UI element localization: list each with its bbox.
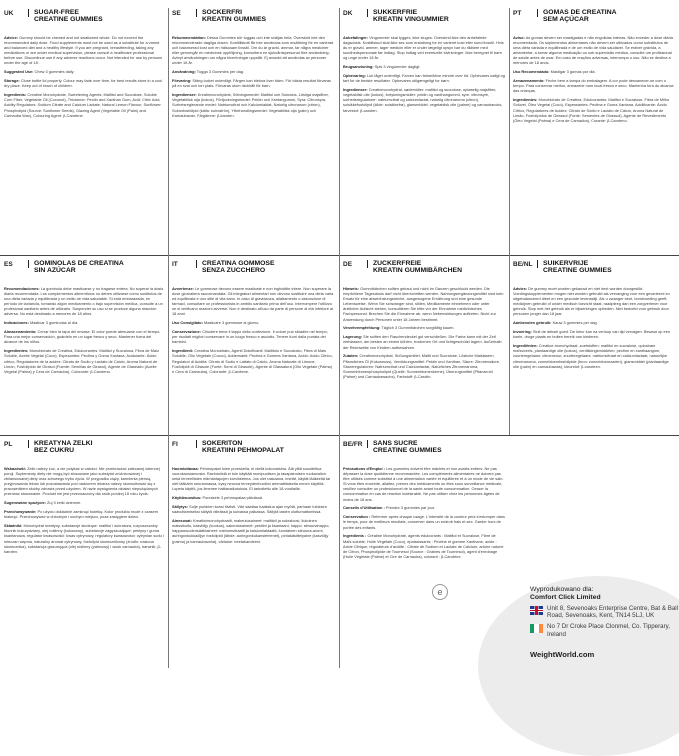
section-text: Créatine Monohydrate, agents édulcorants : Maltitol et Sucralose, Fibre de Maïs soluble, Huile Végétale (Coco), épaississants : Pectine et gomme Xanthane, acide : Acide Citrique, régulateurs d'acidité : Citrate de Sodium et Lactate de Calcium, arôme naturel de Citron, Phospholipide de Tournesol (Source : Graines de Tournesol), agent d'enrobage (Huile Végétale (Palme) et Cire de Carnauba), colorant : β-Carotène.: [343, 533, 504, 559]
product-title-line: SUIKERVRIJE: [543, 260, 589, 267]
section-heading: Ingredienser:: [343, 87, 368, 93]
panel-header: [343, 260, 505, 282]
label-paragraph: [172, 286, 334, 317]
label-paragraph: [4, 320, 164, 325]
section-text: Monohidrato de Creatina, Edulcorantes: Maltitol e Sucralose, Fibra de Milho Solúvel, Óleo Vegetal (Coco), Espessantes: Pectina e Goma Xantana, Acidificante: Ácido Cítrico, Reguladores de Acidez: Citrato de Sódio e Lactato de Cálcio, Aroma Natural de Limão, Fosfolípidos de Girassol (Fonte: Sementes de Girassol), Agente de Revestimento (Óleo Vegetal (Palma) e Cera de Carnaúba), Corante: β-Caroteno.: [513, 97, 670, 123]
label-paragraph: [513, 286, 675, 317]
section-text: Kreatinmonohydrat, Sötningsmedel: Maltitol och Sukralos, Lösliga majsfiber, Vegetabilisk olja (kokos), Förtjockningsmedel: Pektin och Xantangummi, Syra: Citronsyra, Surhetsreglerande medel: Natriumcitrat och Kalciumlaktat, Naturlig citronarom (citron), Solrosfosfolipid (källa: solrosfrön), Ytbehandlingsmedel: Vegetabilisk olja (palm) och Karnaubavax, Färgämne: β-karoten.: [172, 92, 329, 118]
column-divider-1: [168, 8, 169, 668]
label-paragraph: [172, 348, 334, 373]
product-title: [368, 260, 462, 275]
language-code: ES: [4, 260, 29, 268]
label-paragraph: [172, 35, 334, 66]
panel-de: [343, 260, 505, 432]
label-paragraph: [172, 78, 334, 88]
section-text: Creatinmonohydrat, Süßungsmittel: Maltit und Sucralose, Lösliche Maisfasern, Pflanzliches Öl (Kokosnuss), Verdickungsmittel: Pektin und Xanthan, Säure: Zitronensäure, Säureregulatoren: Natriumcitrat und Calciumlactat, Natürliches Zitronenaroma, Sonnenblumenphospholipid (Quelle: Sonnenblumenkerne), Überzugsmittel (Pflanzenöl (Palme) und Carnaubawachs), Farbstoff: β-Carotin.: [343, 353, 501, 379]
column-divider-2: [339, 8, 340, 668]
panel-body: [513, 286, 675, 369]
label-paragraph: [343, 466, 505, 502]
panel-header: [172, 9, 334, 31]
product-title: [197, 260, 275, 275]
product-title: [197, 9, 266, 24]
product-title: [29, 260, 124, 275]
label-paragraph: [513, 69, 675, 74]
section-text: Monohydrat kreatyny, substancje słodzące: maltitol i sukraloza, rozpuszczalny błonnik kukurydziany, olej roślinny (kokosowy), substancje zagęszczające: pektyny i guma ksantanowa, regulator kwasowości: kwas cytrynowy, regulatory kwasowości: cytrynian sodu i mleczan wapnia, naturalny aromat cytrynowy, fosfolipid słonecznikowy (źródło: nasiona słonecznika), substancja glazurująca (olej roślinny (palmowy) i wosk carnauba), barwnik: β-karoten.: [4, 523, 164, 554]
label-paragraph: [4, 509, 164, 519]
product-title-line: GOMAS DE CREATINA: [543, 9, 617, 16]
section-text: Pureskele 3 pehmopalaa päivässä.: [201, 495, 264, 501]
panel-dk: [343, 9, 505, 253]
product-title-line: SOCKERFRI: [202, 9, 243, 16]
section-heading: Suggested Use:: [4, 69, 34, 75]
language-code: PT: [513, 9, 538, 17]
panel-header: [4, 260, 164, 282]
panel-header: [343, 9, 505, 31]
label-paragraph: [172, 320, 334, 325]
product-title-line: SUGAR-FREE: [34, 9, 79, 16]
label-paragraph: [343, 73, 505, 83]
label-paragraph: [343, 533, 505, 558]
section-heading: Storage:: [4, 78, 20, 84]
section-text: Masticare 3 gommose al giorno.: [202, 320, 260, 326]
label-paragraph: [172, 92, 334, 117]
section-heading: Aanbevolen gebruik:: [513, 320, 552, 326]
label-paragraph: [343, 35, 505, 60]
product-title-line: SENZA ZUCCHERO: [202, 267, 266, 275]
section-heading: Ingredientes:: [513, 97, 538, 103]
section-heading: Lagerung:: [343, 334, 363, 340]
product-title-line: GOMINOLAS DE CREATINA: [34, 260, 124, 267]
section-text: Monohidrato de Creatina, Edulcorantes: Maltitol y Sucralosa, Fibra de Maíz Soluble, Aceite Vegetal (Coco), Espesantes: Pectina y Goma Xantana, Acidulante: Ácido cítrico, Reguladores de la acidez: Citrato de Sodio y Lactato de Calcio, Aroma Natural de Limón, Fosfolípido de Girasol (Fuente: Semillas de Girasol), Agente de Glaseado (Aceite Vegetal (Palma) y Cera de Carnauba), Colorante: β-Caroteno.: [4, 348, 160, 374]
label-paragraph: [513, 78, 675, 93]
language-code: DK: [343, 9, 368, 17]
product-title-line: CREATINA GOMMOSE: [202, 260, 275, 267]
section-text: Creatinmonohydrat, sødemidler: maltitol og sucralose, opløselig majsfiber, vegetabilsk olie (kokos), fortykningsmidler: pektin og xanthangummi, syre: citronsyre, surhedsregulatorer: natriumcitrat og calciumlactat, naturlig citronaroma (citron), solsikkefosfolipid (kilde: solsikkefrø), glansmiddel: vegetabilsk olie (palme) og carnaubavoks, farvestof: β-caroten.: [343, 87, 503, 113]
label-paragraph: [4, 500, 164, 505]
section-text: Po użyciu dokładnie zamknąć butelkę. Kolor produktu może z czasem blaknąć. Przechowywać w chłodnym i suchym miejscu, poza zasięgiem dzieci.: [4, 509, 158, 520]
section-heading: Verzehrempfehlung:: [343, 325, 381, 331]
column-divider-3: [509, 8, 510, 435]
section-text: Le gommose devono essere masticate e non inghiottite intere. Non superare la dose giornaliera raccomandata. Gli integratori alimentari non devono sostituire una dieta varia ed equilibrata e uno stile di vita sano. In caso di gravidanza, allattamento o assunzione di farmaci, consultare un professionista in ambito sanitario prima dell'uso. Interrompere l'utilizzo se si verificano reazioni avverse. Non è destinato all'uso da parte di persone di età inferiore ai 18 anni.: [172, 286, 334, 317]
panel-body: [172, 286, 334, 374]
section-heading: Ingrédients :: [343, 533, 367, 539]
section-text: Chew 3 gummies daily.: [33, 69, 75, 75]
product-title-line: KREATYNA ŻELKI: [34, 440, 93, 447]
label-paragraph: [4, 466, 164, 497]
label-paragraph: [343, 334, 505, 349]
section-text: Gummy should be chewed and not swallowed whole. Do not exceed the recommended daily dose. Food supplements must not be used as a substitute for a varied and balanced diet and a healthy lifestyle. If you are pregnant, breastfeeding, taking any medications or are under medical supervision, please consult a healthcare professional before use. Discontinue use if any adverse reactions occur. Not intended for use by persons under the age of 18.: [4, 35, 163, 66]
product-title-line: SEM AÇÚCAR: [543, 16, 589, 24]
ireland-flag-icon: [530, 624, 543, 633]
section-heading: Przechowywanie:: [4, 509, 37, 515]
section-text: Mastigar 3 gomas por dia.: [549, 69, 596, 75]
language-code: UK: [4, 9, 29, 17]
section-text: Creatine Monohydrate, Sweetening Agents: Maltitol and Sucralose, Soluble Corn Fiber, Vegetable Oil (Coconut), Thickener: Pectin and Xanthan Gum, Acid: Citric Acid, Acidity Regulators: Sodium Citrate and Calcium Lactate, Natural Lemon Flavour, Sunflower Phospholipid (Source: Sunflower Seeds), Glazing Agent (Vegetable Oil (Palm) and Carnauba Wax), Colouring Agent: β-Carotene.: [4, 92, 161, 118]
section-heading: Ingredienser:: [172, 92, 197, 98]
panel-header: [4, 9, 164, 31]
label-paragraph: [172, 495, 334, 500]
product-title: [538, 260, 612, 275]
section-heading: Rekommendation:: [172, 35, 206, 40]
section-heading: Användning:: [172, 69, 196, 75]
section-text: Stäng locket ordentligt. Färgen kan blekna över tiden. För bästa resultat förvaras på en sval och torr plats. Förvaras utom räckhåll för barn.: [172, 78, 331, 89]
section-text: De gummy moet worden gekauwd en niet heel worden doorgeslikt. Voedingssupplementen mogen niet worden gebruikt als vervanging voor een gevarieerd en uitgebalanceerd dieet en een gezonde levensstijl. Als u zwanger bent, borstvoeding geeft, medicijnen gebruikt of onder medisch toezicht staat, raadpleeg dan een zorgverlener voor gebruik. Stop met het gebruik als er bijwerkingen optreden. Niet bedoeld voor gebruik door personen jonger dan 18 jaar.: [513, 286, 670, 317]
panel-be-nl: [513, 260, 675, 432]
section-heading: Sugerowane spożycie:: [4, 500, 46, 506]
language-code: IT: [172, 260, 197, 268]
label-paragraph: [4, 92, 164, 117]
ie-address: No 7 Dr Croke Place Clonmel, Co. Tipperary, Ireland: [547, 623, 670, 638]
product-title: [29, 9, 103, 24]
section-heading: Huomioitavaa:: [172, 466, 199, 471]
label-paragraph: [172, 518, 334, 543]
section-heading: Wskazówki:: [4, 466, 27, 471]
product-title-line: ZUCKERFREIE: [373, 260, 422, 267]
section-heading: Uso Recomendado:: [513, 69, 550, 75]
panel-it: [172, 260, 334, 432]
label-paragraph: [4, 523, 164, 554]
product-title: [29, 440, 93, 455]
section-heading: Avvertenze:: [172, 286, 194, 291]
label-paragraph: [343, 286, 505, 322]
section-heading: Förvaring:: [172, 78, 192, 84]
language-code: BE/FR: [343, 440, 368, 448]
section-heading: Käyttösuositus:: [172, 495, 202, 501]
panel-body: [343, 35, 505, 113]
panel-header: [343, 440, 505, 462]
manufacturer-company: Comfort Click Limited: [530, 594, 601, 601]
section-heading: Anbefalinger:: [343, 35, 369, 40]
section-heading: Ingredientes:: [4, 348, 29, 354]
section-heading: Ingredients:: [4, 92, 27, 98]
label-paragraph: [343, 64, 505, 69]
label-paragraph: [513, 320, 675, 325]
section-heading: Ingredienti:: [172, 348, 194, 354]
label-paragraph: [4, 286, 164, 317]
section-text: Creatina Monoidrato, Agenti Dolcificanti: Maltitolo e Sucralosio, Fibra di Mais Solubile, Olio Vegetale (Cocco), Addensanti: Pectina e Gomma Xantana, Acido: Acido Citrico, Regolatori di Acidità: Citrato di Sodio e Lattato di Calcio, Aroma Naturale di Limone, Fosfolipidi di Girasole (Fonte: Semi di Girasole), Agente di Glassatura (Olio Vegetale (Palma) e Cera di Carnauba), Colorante: β-Carotene.: [172, 348, 333, 374]
section-text: Vingummier skal tygges, ikke sluges. Overskrid ikke den anbefalede dagsdosis. Kosttilskud skal ikke ses som erstatning for en varieret kost eller sund livsstil. Hvis du er gravid, ammer, tager medicin eller er under lægeligt opsyn bør du rådføre med sundhedspersonale før indtag. Stop indtag ved eventuelle bivirkninger. Ikke beregnet til børn og unge under 18 år.: [343, 35, 504, 61]
section-text: Kauw 3 gummies per dag.: [551, 320, 598, 326]
section-text: Sluit de deksel goed. De kleur kan na verloop van tijd vervagen. Bewaar op een koele, droge plaats en buiten bereik van kinderen.: [513, 329, 671, 340]
label-paragraph: [343, 325, 505, 330]
section-text: Cerrar bien la tapa del envase. El color puede atenuarse con el tiempo. Para una mejor conservación, guárdelo en un lugar fresco y seco. Mantener fuera del alcance de los niños.: [4, 329, 161, 345]
section-text: Täglich 3 Gummibärchen sorgfältig kauen.: [380, 325, 455, 331]
panel-header: [4, 440, 164, 462]
section-heading: Recomendaciones:: [4, 286, 40, 291]
label-paragraph: [4, 35, 164, 66]
section-heading: Conseils d'Utilisation :: [343, 505, 385, 511]
section-heading: Précautions d'Emploi :: [343, 466, 385, 471]
panel-body: [343, 466, 505, 559]
estimated-quantity-e-mark: e: [432, 584, 448, 600]
section-text: Luk låget ordentligt. Farven kan falme/blive mindre over tid. Opbevares køligt og tørt for de bedste resultater. Opbevares utilgængeligt for børn.: [343, 73, 505, 84]
section-heading: Składniki:: [4, 523, 23, 529]
product-title: [538, 9, 617, 24]
label-paragraph: [343, 87, 505, 112]
panel-body: [4, 466, 164, 554]
product-title-line: SIN AZÚCAR: [34, 267, 76, 275]
label-paragraph: [4, 69, 164, 74]
section-text: Chiudere bene il tappo della confezione. Il colore può sbiadire nel tempo; per risultati migliori conservare in un luogo fresco e asciutto. Tenere fuori dalla portata dei bambini.: [172, 329, 328, 345]
section-heading: Advice:: [4, 35, 19, 40]
label-paragraph: [343, 514, 505, 529]
section-text: Creatine-monohydraat, zoetstoffen: maltitol en sucralose, oplosbare maïsvezels, plantaardige olie (kokos), verdikkingsmiddelen: pectine en xanthaangom, zuurteregelaars: citroenzuur, zuurteregelaars: natriumcitraat en calciumlactaat, natuurlijke citroenaroma, zonnebloemfosfolipide (bron: zonnebloemzaden), glansmiddel (plantaardige olie (palm) en carnaubawas), kleurstof: β-caroteen.: [513, 343, 669, 369]
label-paragraph: [172, 504, 334, 514]
panel-header: [172, 440, 334, 462]
section-text: Spis 3 vingummier dagligt.: [373, 64, 421, 70]
product-title-line: SANS SUCRE: [373, 440, 418, 447]
product-title-line: CREATINE GUMMIES: [373, 447, 442, 455]
panel-header: [513, 260, 675, 282]
section-heading: Ainesosat:: [172, 518, 192, 524]
panel-pl: [4, 440, 164, 672]
language-code: SE: [172, 9, 197, 17]
language-code: DE: [343, 260, 368, 268]
section-text: Gummibärchen sollten gekaut und nicht im Ganzen geschluckt werden. Die empfohlene Tagesdosis darf nicht überschritten werden. Nahrungsergänzungsmittel sind kein Ersatz für eine abwechslungsreiche, ausgewogene Ernährung und eine gesunde Lebensweise. Wenn Sie schwanger sind, stillen, Medikamente einnehmen oder unter ärztlicher Aufsicht stehen, konsultieren Sie bitte vor der Einnahme medizinisches Fachpersonal. Brechen Sie die Einnahme ab, wenn Nebenwirkungen auftreten. Nicht zur Anwendung durch Personen unter 18 Jahren bestimmt.: [343, 286, 504, 322]
section-heading: Conservation :: [343, 514, 371, 520]
section-text: Feche bem a tampa do embalagem. A cor pode desvanecer-se com o tempo. Para conservar melhor, armazene num local fresco e seco. Mantenha fora do alcance das crianças.: [513, 78, 674, 94]
section-heading: Opbevaring:: [343, 73, 366, 79]
panel-body: [343, 286, 505, 379]
panel-uk: [4, 9, 164, 253]
language-code: BE/NL: [513, 260, 538, 268]
panel-body: [172, 35, 334, 118]
manufacturer-block: [530, 586, 679, 638]
product-title-line: SUKKERFRIE: [373, 9, 418, 16]
panel-header: [513, 9, 675, 31]
label-paragraph: [4, 348, 164, 373]
language-code: FI: [172, 440, 197, 448]
panel-body: [172, 466, 334, 544]
label-paragraph: [343, 353, 505, 378]
panel-se: [172, 9, 334, 253]
product-title: [197, 440, 284, 455]
product-title: [368, 9, 449, 24]
label-paragraph: [513, 343, 675, 368]
label-paragraph: [4, 329, 164, 344]
section-heading: Hinweis:: [343, 286, 359, 291]
product-title-line: KREATIINI PEHMOPALAT: [202, 447, 284, 455]
panel-fi: [172, 440, 334, 672]
label-paragraph: [172, 466, 334, 491]
product-title-line: KREATIN GUMMIBÄRCHEN: [373, 267, 462, 275]
section-text: As gomas devem ser mastigadas e não engolidas inteiras. Não exceder a dose diária recomendada. Os suplementos alimentares não devem ser utilizados como substitutos de uma dieta variada e equilibrada e de um estilo de vida saudável. Se estiver grávida, a amamentar, a tomar alguma medicação ou sob supervisão médica, consulte um profissional de saúde antes de usar. Em caso de reações adversas, interrompa o uso. Não se destina a menores de 18 anos.: [513, 35, 673, 66]
panel-body: [4, 35, 164, 118]
product-title: [368, 440, 442, 455]
section-text: Close bottle lid properly. Colour may fade over time, for best results store in a cool dry place. Keep out of reach of children.: [4, 78, 162, 89]
section-text: Sulje purkkien kansi tiiviisti. Väri saattaa haalistua ajan myötä, parhaan tuloksen saavuttamiseksi säilytä viileässä ja kuivassa paikassa. Säilytä lasten ulottumattomissa.: [172, 504, 327, 515]
language-code: PL: [4, 440, 29, 448]
label-paragraph: [513, 329, 675, 339]
manufacturer-heading: Wyprodukowano dla:: [530, 586, 594, 593]
panel-body: [4, 286, 164, 374]
section-text: Kreatiinimonohydraatti, makeutusaineet: maltitoli ja sukraloosi, liukoinen maissikuitu, kasviöljy (kookos), sakeutusaineet: pektiini ja ksantaani, happo: sitruunahappo, happamuudensäätöaineet: natriumsitraatti ja kalsiumlaktaatti, luontainen sitruuna-aromi, auringonkukkaöljyn fosfolipidi (lähde: auringonkukansiemenet), pintakäsittelyaine (kasviöljy (palmu) ja karnaubavaha), väriaine: beetakaroteeni.: [172, 518, 330, 544]
section-text: Sie sollten den Flaschendeckel gut verschließen. Die Farbe kann mit der Zeit verblassen, am besten an einem kühlen, trockenen Ort und lichtgeschützt lagern. Außerhalb der Reichweite von Kindern aufbewahren.: [343, 334, 502, 350]
label-paragraph: [513, 35, 675, 66]
section-heading: Zutaten:: [343, 353, 359, 359]
label-paragraph: [513, 97, 675, 122]
label-paragraph: [4, 78, 164, 88]
section-text: Prendre 3 gummies par jour.: [384, 505, 435, 511]
section-text: Pehmopalat tulee pureskella, ei niellä kokonaisina. Älä ylitä suositeltua vuorokausiannosta. Ravintolisiä ei tule käyttää monipuolisen ja tasapainoisen ruokavalion sekä terveellisten elämäntapojen korvikkeena. Jos olet raskaana, imetät, käytät lääkkeitä tai olet lääkärin seurannassa, kysy neuvoa terveydenhuollon ammattilaiselta ennen käyttöä. Lopeta käyttö, jos ilmenee haittavaikutuksia. Ei tarkoitettu alle 18-vuotiaille.: [172, 466, 331, 492]
panel-be-fr: [343, 440, 505, 672]
panel-es: [4, 260, 164, 432]
brand-website: WeightWorld.com: [530, 650, 595, 659]
section-heading: Armazenamento:: [513, 78, 545, 84]
section-text: Masticar 3 gominolas al día.: [28, 320, 79, 326]
section-heading: Säilytys:: [172, 504, 189, 510]
product-title-line: SOKERITON: [202, 440, 243, 447]
section-text: Refermer après chaque usage. L'intensité de la couleur peut s'estomper dans le temps, pour de meilleurs résultats, conserver dans un endroit frais et sec. Garder hors de portée des enfants.: [343, 514, 505, 530]
uk-address: Unit 8, Sevenoaks Enterprise Centre, Bat & Ball Road, Sevenoaks, Kent, TN14 5LJ, UK: [547, 605, 679, 620]
section-text: Tugga 3 Gummies per dag.: [195, 69, 245, 75]
section-text: La gominola debe masticarse y no tragarse entera. No superar la dosis diaria recomendada. Los complementos alimenticios no deben utilizarse como sustitutos de una dieta variada y equilibrada y un estilo de vida saludable. Si está embarazada, en período de lactancia, tomando algún medicamento o bajo supervisión médica, consulte a un profesional sanitario antes de utilizarlo. Suspender su uso si se produce alguna reacción adversa. No está destinado a menores de 18 años.: [4, 286, 164, 317]
product-title-line: KREATIN VINGUMMIER: [373, 16, 449, 24]
section-text: Żuj 3 żelki dziennie.: [45, 500, 82, 506]
product-title-line: CREATINE GUMMIES: [34, 16, 103, 24]
section-text: Les gummies doivent être mâchés et non avalés entiers. Ne pas dépasser la dose quotidienne recommandée. Les compléments alimentaires ne doivent pas être utilisés comme substitut à une alimentation variée et équilibrée et à un mode de vie sain. Si vous êtes enceinte, allaitez, prenez des médicaments ou êtes sous surveillance médicale, veuillez consulter un professionnel de la santé avant toute consommation. Cesser la consommation en cas de réaction indésirable. Ne pas utiliser chez les personnes âgées de moins de 18 ans.: [343, 466, 504, 502]
section-heading: Almacenamiento:: [4, 329, 37, 335]
product-title-line: KREATIN GUMMIES: [202, 16, 267, 24]
section-heading: Invoering:: [513, 329, 532, 335]
label-paragraph: [172, 329, 334, 344]
section-heading: Brugsanvisning:: [343, 64, 374, 70]
panel-body: [513, 35, 675, 123]
panel-header: [172, 260, 334, 282]
section-heading: Ingrediënten:: [513, 343, 538, 349]
panel-pt: [513, 9, 675, 253]
label-paragraph: [343, 505, 505, 510]
uk-flag-icon: [530, 606, 543, 615]
section-heading: Conservazione:: [172, 329, 201, 335]
section-heading: Indicaciones:: [4, 320, 29, 326]
section-heading: Advies:: [513, 286, 528, 291]
section-text: Żelki należy żuć, a nie połykać w całości. Nie przekraczać zalecanej dziennej porcji. Suplementy diety nie mogą być stosowane jako substytut zróżnicowanej i zbilansowanej diety oraz zdrowego trybu życia. W przypadku ciąży, karmienia piersią, przyjmowania leków lub pozostawania pod nadzorem lekarza należy skonsultować się z pracownikiem służby zdrowia przed użyciem. W razie wystąpienia działań niepożądanych przerwać stosowanie. Produkt nie jest przeznaczony dla osób poniżej 18 roku życia.: [4, 466, 160, 497]
product-title-line: BEZ CUKRU: [34, 447, 75, 455]
section-heading: Uso Consigliato:: [172, 320, 203, 326]
product-title-line: CREATINE GUMMIES: [543, 267, 612, 275]
section-text: Dessa Gummies bör tuggas och inte sväljas hela. Överskrid inte den rekommenderade dagliga dosen. Kosttillskott får inte användas som ersättning för en varierad och balanserad kost och en hälsosam livsstil. Om du är gravid, ammar, tar några mediciner eller genomgår en medicinsk uppföljning, konsultera en sjukvårdspersonal före användning. Avbryt användningen om några biverkningar uppstår. Ej avsedd att användas av personer under 18 år.: [172, 35, 334, 66]
section-heading: Aviso:: [513, 35, 525, 40]
label-paragraph: [172, 69, 334, 74]
